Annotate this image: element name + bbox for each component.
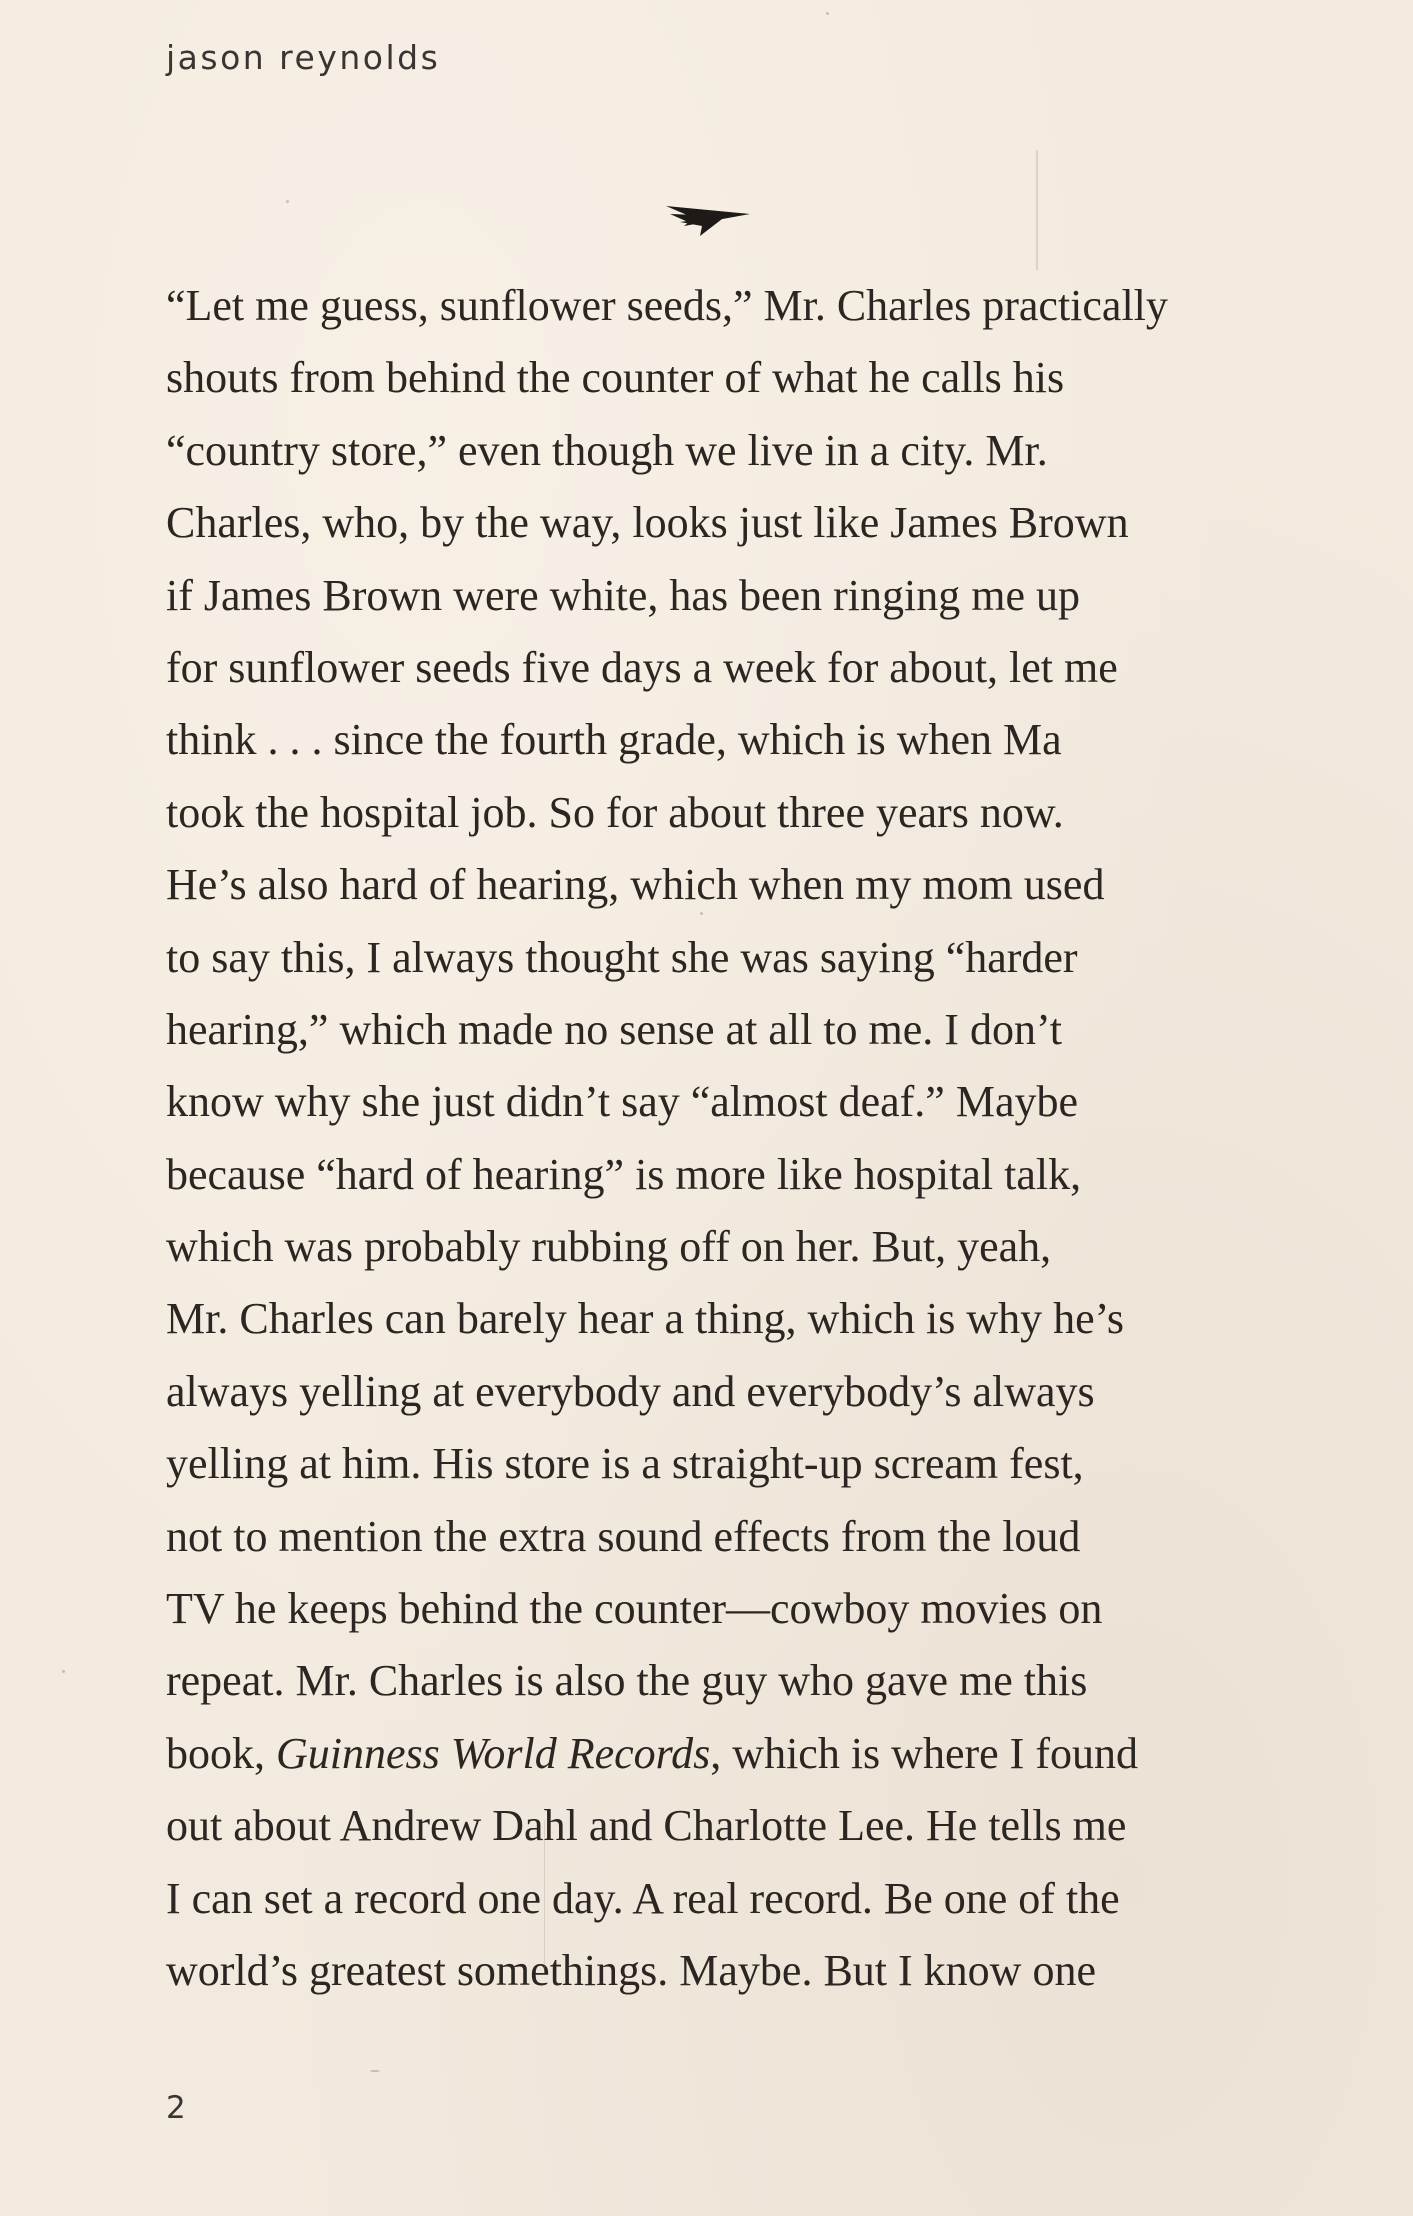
text-segment: yelling at him. His store is a straight-up scream fest, <box>166 1439 1084 1489</box>
text-line <box>166 1428 1250 1500</box>
running-head: jason reynolds <box>166 38 441 77</box>
paper-scratch <box>1036 150 1038 270</box>
text-segment: took the hospital job. So for about three years now. <box>166 787 1064 837</box>
text-line <box>166 1718 1250 1790</box>
body-paragraph <box>166 270 1250 2007</box>
page-number: 2 <box>166 2090 186 2126</box>
text-segment: shouts from behind the counter of what he calls his <box>166 353 1065 403</box>
text-line <box>166 777 1250 849</box>
text-line <box>166 1356 1250 1428</box>
text-segment: think . . . since the fourth grade, which is when Ma <box>166 715 1062 765</box>
text-segment: Mr. Charles can barely hear a thing, which is why he’s <box>166 1294 1124 1344</box>
text-line <box>166 849 1250 921</box>
text-line <box>166 1283 1250 1355</box>
text-line <box>166 1790 1250 1862</box>
text-line <box>166 487 1250 559</box>
text-segment: “Let me guess, sunflower seeds,” Mr. Charles practically <box>166 281 1168 330</box>
text-line <box>166 1935 1250 2007</box>
text-line <box>166 1066 1250 1138</box>
text-segment: world’s greatest somethings. Maybe. But I know one <box>166 1945 1096 1995</box>
text-line <box>166 270 1250 342</box>
paper-speck <box>62 1670 65 1673</box>
text-line <box>166 632 1250 704</box>
text-segment: always yelling at everybody and everybody’s always <box>166 1366 1095 1416</box>
text-segment: Charles, who, by the way, looks just like James Brown <box>166 498 1129 548</box>
text-segment: to say this, I always thought she was saying “harder <box>166 932 1078 982</box>
text-line <box>166 1211 1250 1283</box>
text-line <box>166 1863 1250 1935</box>
text-line <box>166 1139 1250 1211</box>
text-segment: hearing,” which made no sense at all to me. I don’t <box>166 1004 1063 1054</box>
text-segment: for sunflower seeds five days a week for about, let me <box>166 642 1118 692</box>
text-segment: He’s also hard of hearing, which when my mom used <box>166 860 1105 910</box>
text-segment: out about Andrew Dahl and Charlotte Lee. He tells me <box>166 1801 1127 1851</box>
text-segment: TV he keeps behind the counter—cowboy movies on <box>166 1584 1103 1634</box>
paper-speck <box>286 200 289 203</box>
text-segment: if James Brown were white, has been ringing me up <box>166 570 1080 620</box>
paper-speck <box>370 2070 380 2072</box>
text-line <box>166 415 1250 487</box>
text-segment: , which is where I found <box>710 1728 1138 1778</box>
text-segment: book, <box>166 1728 276 1778</box>
text-line <box>166 342 1250 414</box>
text-line <box>166 922 1250 994</box>
text-line <box>166 1645 1250 1717</box>
text-line <box>166 1573 1250 1645</box>
text-line <box>166 1501 1250 1573</box>
paper-scratch <box>544 1820 545 1970</box>
text-segment: not to mention the extra sound effects from the loud <box>166 1511 1081 1561</box>
text-segment: repeat. Mr. Charles is also the guy who gave me this <box>166 1656 1088 1706</box>
paper-speck <box>700 912 703 915</box>
paper-speck <box>826 12 829 15</box>
text-segment: “country store,” even though we live in a city. Mr. <box>166 425 1048 475</box>
text-segment: because “hard of hearing” is more like hospital talk, <box>166 1149 1082 1199</box>
text-segment: know why she just didn’t say “almost deaf.” Maybe <box>166 1077 1079 1127</box>
text-segment: I can set a record one day. A real record. Be one of the <box>166 1873 1120 1923</box>
paper-airplane-icon <box>664 196 752 240</box>
book-title-italic: Guinness World Records <box>276 1728 711 1778</box>
text-segment: which was probably rubbing off on her. But, yeah, <box>166 1222 1052 1272</box>
text-line <box>166 560 1250 632</box>
text-line <box>166 994 1250 1066</box>
text-line <box>166 704 1250 776</box>
